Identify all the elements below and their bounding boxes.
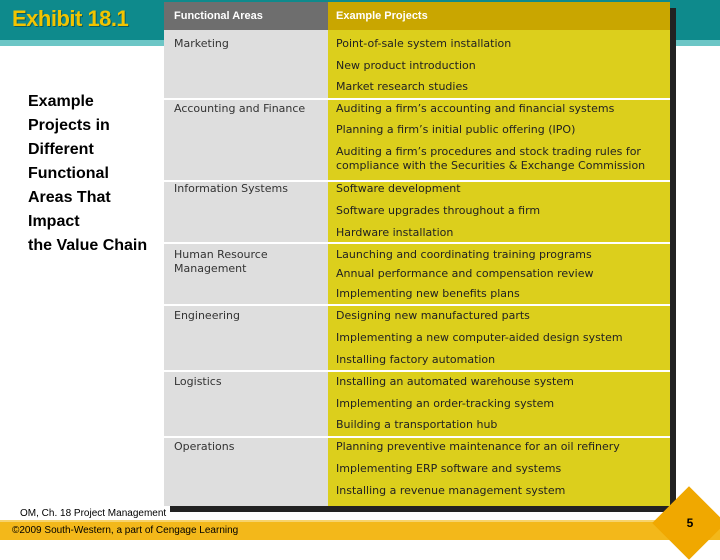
table-cell-project: Installing factory automation (336, 353, 496, 366)
table-cell-area: Operations (174, 440, 235, 453)
table-cell-project: Implementing ERP software and systems (336, 462, 562, 475)
table-cell-project: Market research studies (336, 80, 468, 93)
table-cell-project: Annual performance and compensation review (336, 267, 594, 280)
row-divider (164, 242, 670, 244)
subtitle-line: Projects in (28, 117, 110, 134)
subtitle-line: Functional (28, 165, 109, 182)
copyright-notice: ©2009 South-Western, a part of Cengage Learning (12, 525, 239, 536)
subtitle-line: Areas That (28, 189, 111, 206)
table-cell-project: Auditing a firm’s accounting and financial systems (336, 102, 615, 115)
slide-subtitle (28, 90, 158, 258)
table-cell-project: Hardware installation (336, 226, 454, 239)
subtitle-line: Impact (28, 213, 80, 230)
subtitle-line: Different (28, 141, 94, 158)
table-cell-project: Planning a firm’s initial public offering (IPO) (336, 123, 576, 136)
page-number: 5 (686, 516, 694, 530)
exhibit-title: Exhibit 18.1 (12, 6, 129, 31)
subtitle-line: Example (28, 93, 94, 110)
table-cell-project: Designing new manufactured parts (336, 309, 530, 322)
row-divider (164, 98, 670, 100)
table-cell-project: Building a transportation hub (336, 418, 498, 431)
table-cell-area: Marketing (174, 37, 229, 50)
column-header: Example Projects (336, 10, 428, 22)
table-cell-project: Implementing new benefits plans (336, 287, 520, 300)
row-divider (164, 370, 670, 372)
projects-table (164, 2, 670, 506)
table-cell-project: Point-of-sale system installation (336, 37, 512, 50)
column-header: Functional Areas (174, 10, 263, 22)
table-cell-project: New product introduction (336, 59, 476, 72)
table-cell-project: Implementing a new computer-aided design system (336, 331, 623, 344)
table-cell-area: Logistics (174, 375, 222, 388)
subtitle-line: the Value Chain (28, 237, 148, 254)
table-cell-project: Software development (336, 182, 461, 195)
table-cell-project: Implementing an order-tracking system (336, 397, 555, 410)
table-cell-project: Installing a revenue management system (336, 484, 566, 497)
row-divider (164, 304, 670, 306)
table-cell-project: Planning preventive maintenance for an oil refinery (336, 440, 620, 453)
course-label: OM, Ch. 18 Project Management (20, 508, 167, 519)
row-divider (164, 436, 670, 438)
table-cell-project: Auditing a firm’s procedures and stock trading rules for compliance with the Securities & Exchange Commission (336, 145, 646, 172)
table-cell-project: Launching and coordinating training programs (336, 248, 592, 261)
table-cell-area: Information Systems (174, 182, 288, 195)
table-cell-area: Accounting and Finance (174, 102, 306, 115)
table-cell-area: Human Resource Management (174, 248, 268, 275)
table-cell-project: Software upgrades throughout a firm (336, 204, 541, 217)
table-cell-area: Engineering (174, 309, 240, 322)
table-cell-project: Installing an automated warehouse system (336, 375, 574, 388)
